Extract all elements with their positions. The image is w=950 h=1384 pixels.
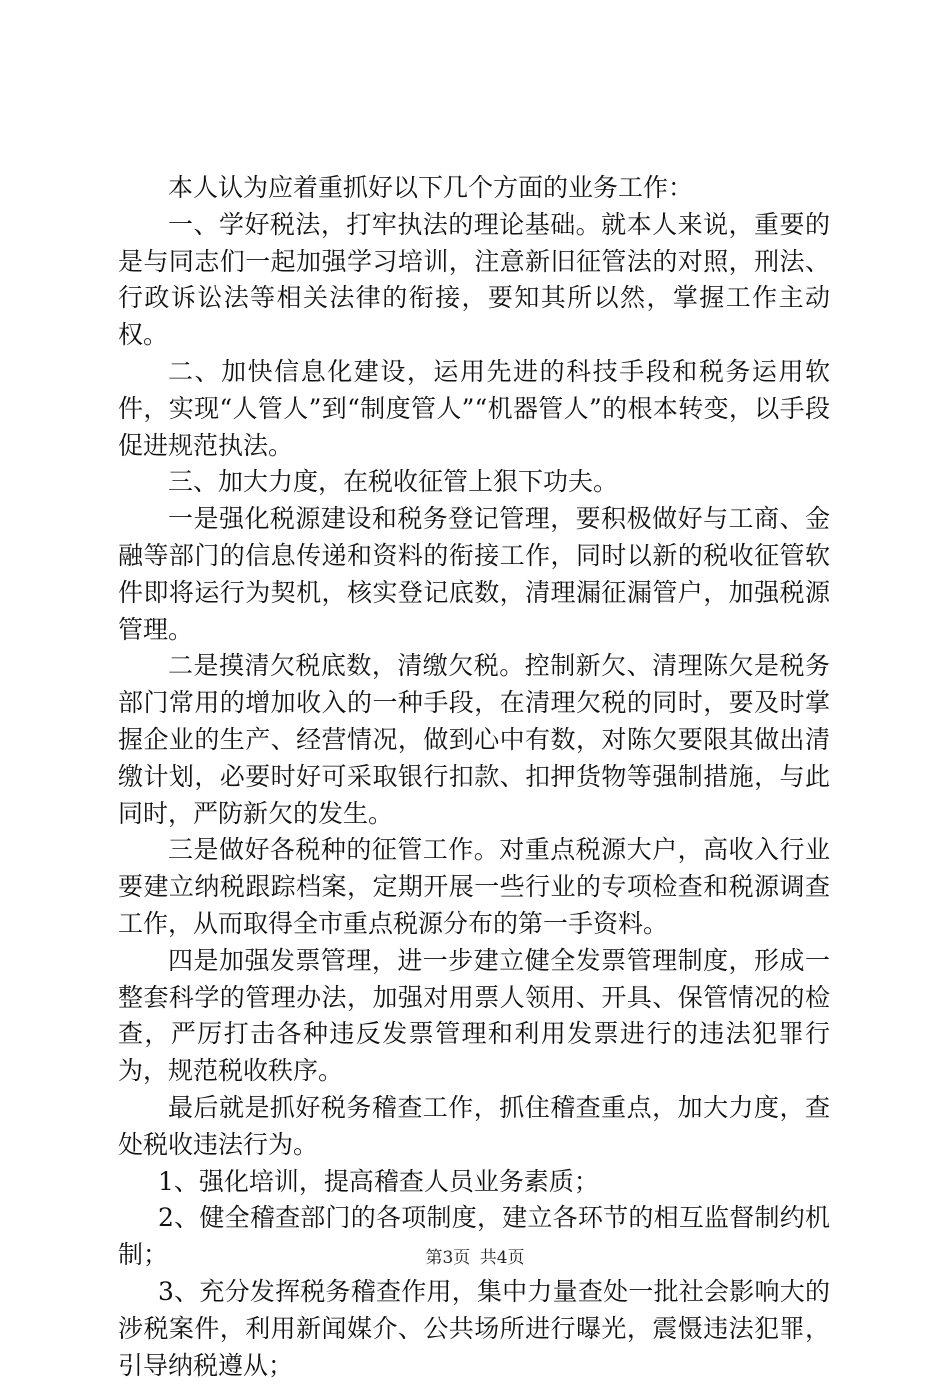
list-item: 3、充分发挥税务稽查作用，集中力量查处一批社会影响大的涉税案件，利用新闻媒介、公共场所进行曝光，震慑违法犯罪，引导纳税遵从； [118, 1276, 830, 1380]
page-total: 共4页 [479, 1248, 525, 1268]
paragraph: 本人认为应着重抓好以下几个方面的业务工作： [168, 173, 694, 202]
list-item: 1、强化培训，提高稽查人员业务素质； [158, 1166, 599, 1196]
paragraph: 二是摸清欠税底数，清缴欠税。控制新欠、清理陈欠是税务部门常用的增加收入的一种手段，在清理欠税的同时，要及时掌握企业的生产、经营情况，做到心中有数，对陈欠要限其做出清缴计划，必要时好可采取银行扣款、扣押货物等强制措施，与此同时，严防新欠的发生。 [118, 651, 830, 828]
page-footer [0, 1243, 950, 1268]
paragraph: 最后就是抓好税务稽查工作，抓住稽查重点，加大力度，查处税收违法行为。 [118, 1092, 830, 1159]
paragraph: 三是做好各税种的征管工作。对重点税源大户，高收入行业要建立纳税跟踪档案，定期开展一些行业的专项检查和税源调查工作，从而取得全市重点税源分布的第一手资料。 [118, 835, 830, 938]
page-number: 第3页 [425, 1248, 471, 1268]
paragraph: 二、加快信息化建设，运用先进的科技手段和税务运用软件，实现“人管人”到“制度管人”“机器管人”的根本转变，以手段促进规范执法。 [118, 356, 830, 460]
document-body [118, 170, 830, 1384]
list-item: 2、健全稽查部门的各项制度，建立各环节的相互监督制约机制； [118, 1203, 830, 1270]
paragraph: 一是强化税源建设和税务登记管理，要积极做好与工商、金融等部门的信息传递和资料的衔接工作，同时以新的税收征管软件即将运行为契机，核实登记底数，清理漏征漏管户，加强税源管理。 [118, 504, 830, 644]
paragraph: 一、学好税法，打牢执法的理论基础。就本人来说，重要的是与同志们一起加强学习培训，注意新旧征管法的对照，刑法、行政诉讼法等相关法律的衔接，要知其所以然，掌握工作主动权。 [118, 209, 830, 350]
paragraph: 三、加大力度，在税收征管上狠下功夫。 [168, 467, 619, 497]
paragraph: 四是加强发票管理，进一步建立健全发票管理制度，形成一整套科学的管理办法，加强对用票人领用、开具、保管情况的检查，严厉打击各种违反发票管理和利用发票进行的违法犯罪行为，规范税收秩序。 [118, 945, 830, 1086]
